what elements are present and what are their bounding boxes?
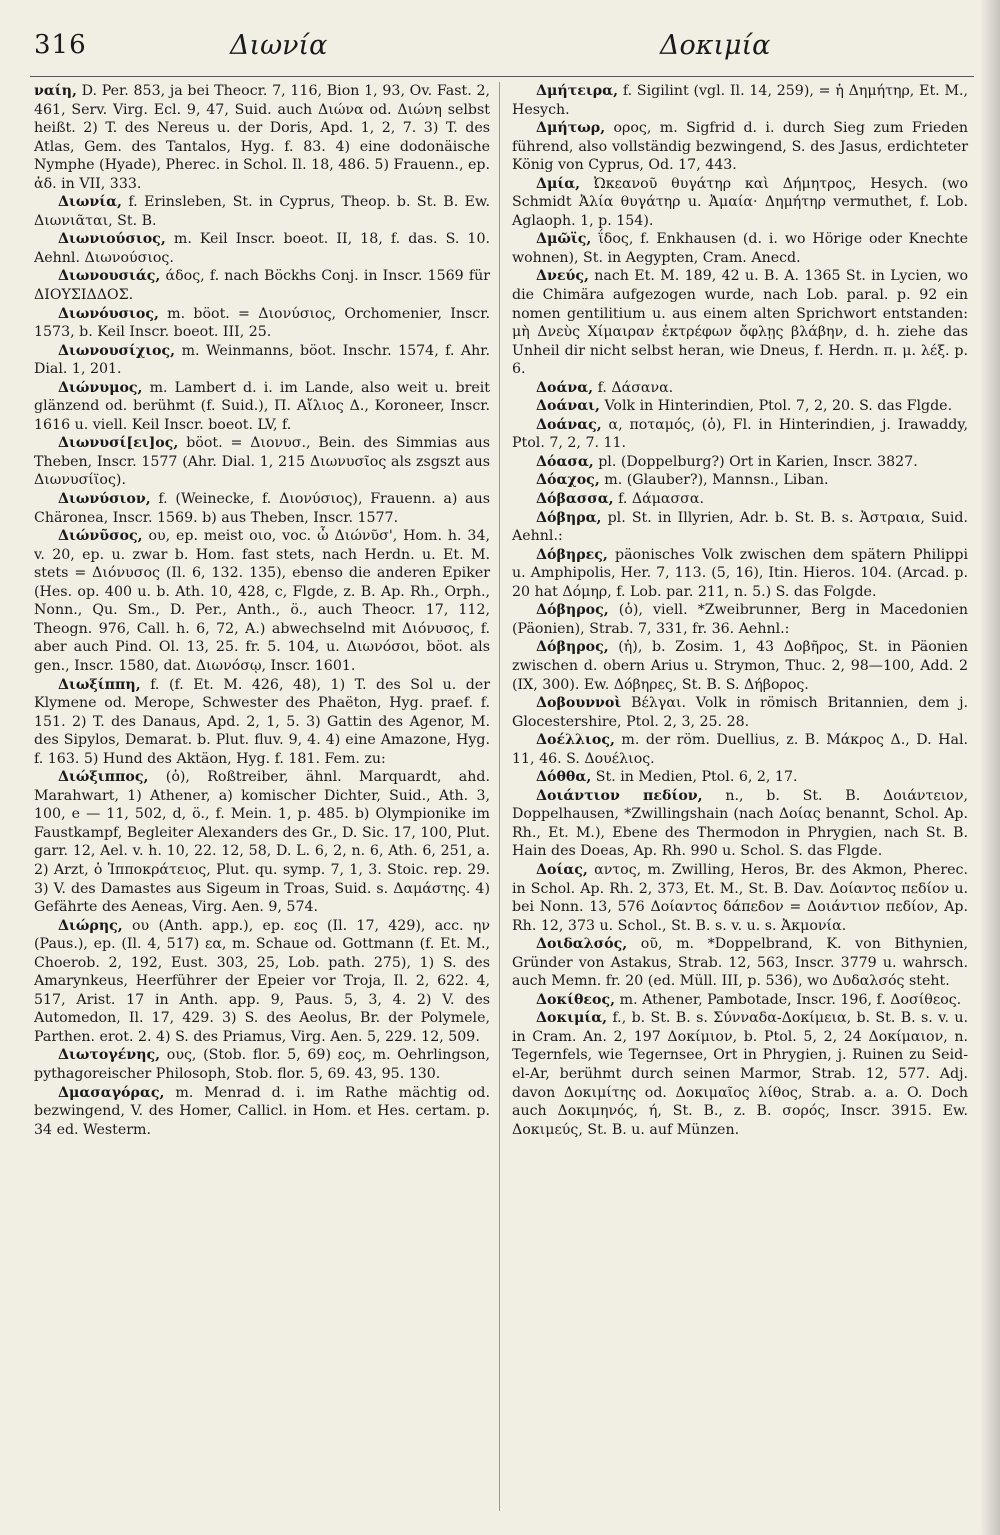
dictionary-entry (512, 731, 968, 768)
entry-headword: Δοέλλιος, (536, 732, 615, 749)
entry-definition: Ὠκεανοῦ θυγάτηρ καὶ Δήμητρος, Hesych. (wo Schmidt Ἀλία θυγάτηρ u. Ἀμαία· Δημήτηρ vermuthet, f. Lob. Aglaoph. 1, p. 154). (512, 175, 968, 229)
dictionary-entry (512, 267, 968, 378)
right-column (512, 82, 968, 1139)
entry-definition: pl. (Doppelburg?) Ort in Karien, Inscr. 3827. (593, 453, 918, 470)
entry-headword: Δόβηρα, (536, 509, 602, 526)
dictionary-entry (512, 601, 968, 638)
dictionary-entry (512, 490, 968, 509)
column-divider (499, 82, 500, 1511)
entry-definition: α, ποταμός, (ὁ), Fl. in Hinterindien, j. Irawaddy, Ptol. 7, 2, 7. 11. (512, 416, 968, 452)
entry-definition: Βέλγαι. Volk in römisch Britannien, dem j. Glocestershire, Ptol. 2, 3, 25. 28. (512, 695, 968, 730)
dictionary-entry (512, 119, 968, 175)
dictionary-entry (512, 175, 968, 231)
dictionary-entry (34, 342, 490, 379)
entry-definition: Volk in Hinterindien, Ptol. 7, 2, 20. S. das Flgde. (599, 398, 953, 415)
dictionary-entry (512, 546, 968, 602)
entry-headword: Δμῶϊς, (536, 231, 592, 248)
entry-headword: Δοιδαλσός, (536, 936, 628, 953)
left-running-head: Διωνία (230, 30, 328, 61)
entry-definition: m. Athener, Pambotade, Inscr. 196, f. Δοσίθεος. (615, 991, 962, 1008)
entry-headword: Δοάνα, (536, 379, 594, 396)
dictionary-entry (34, 434, 490, 490)
entry-headword: Διωξίππη, (58, 676, 141, 693)
dictionary-entry (34, 267, 490, 304)
header-rule (30, 76, 974, 77)
entry-definition: St. in Medien, Ptol. 6, 2, 17. (591, 769, 798, 786)
dictionary-entry (512, 768, 968, 787)
entry-headword: Δόβασσα, (536, 491, 614, 508)
entry-headword: Διωνυσί[ει]ος, (58, 435, 179, 452)
entry-headword: Δοβουννοὶ (536, 695, 622, 712)
dictionary-entry (512, 694, 968, 731)
entry-headword: Διωτογένης, (58, 1047, 161, 1064)
entry-definition: m. Keil Inscr. boeot. II, 18, f. das. S. 10. Aehnl. Διωνούσιος. (34, 231, 490, 266)
entry-definition: ΐδος, f. Enkhausen (d. i. wo Hörige oder Knechte wohnen), St. in Aegypten, Cram. Anecd. (512, 231, 968, 266)
entry-headword: Διωνόυσιος, (58, 305, 159, 322)
entry-headword: Δμασαγόρας, (58, 1084, 165, 1101)
dictionary-entry (512, 379, 968, 398)
entry-definition: (ὁ), viell. *Zweibrunner, Berg in Macedonien (Päonien), Strab. 7, 331, fr. 36. Aehnl.: (512, 602, 968, 637)
entry-headword: Διωνύσιον, (58, 491, 151, 508)
right-running-head: Δοκιμία (660, 30, 771, 61)
entry-definition: (ὁ), Roßtreiber, ähnl. Marquardt, ahd. Marahwart, 1) Athener, a) komischer Dichter, Suid., Ath. 3, 100, e — 11, 502, d, ö., f. Mein. 1, p. 485. b) Olympionike im Faustkampf, Begleiter Alexanders des Gr., D. Sic. 17, 100, Plut. garr. 12, Ael. v. h. 10, 22. 12, 58, D. L. 6, 2, n. 6, Ath. 6, 251, a. 2) Arzt, ὁ Ἱπποκράτειος, Plut. qu. symp. 7, 1, 3. Stoic. rep. 29. 3) V. des Damastes aus Sigeum in Troas, Suid. s. Δαμάστης. 4) Gefährte des Aeneas, Virg. Aen. 9, 574. (34, 769, 490, 916)
entry-headword: ναίη, (34, 83, 77, 99)
entry-headword: Δοίας, (536, 861, 588, 878)
dictionary-entry (34, 82, 490, 193)
entry-headword: Δόαχος, (536, 472, 600, 489)
entry-headword: Δόασα, (536, 453, 594, 470)
entry-headword: Δμήτειρα, (536, 83, 619, 99)
entry-definition: f. Δάσανα. (593, 379, 674, 396)
entry-definition: n., b. St. B. Δοιάντειον, Doppelhausen, *Zwillingshain (nach Δοίας benannt, Schol. Ap. Rh., Et. M.), Ebene des Thermodon in Phrygien, nach St. B. Hain des Doeas, Ap. Rh. 990 u. Schol. S. das Flgde. (512, 787, 968, 860)
entry-headword: Δοκιμία, (536, 1010, 608, 1027)
entry-definition: m. Weinmanns, böot. Inschr. 1574, f. Ahr. Dial. 1, 201. (34, 342, 490, 378)
dictionary-entry (512, 416, 968, 453)
dictionary-entry (512, 991, 968, 1010)
entry-headword: Διωνιούσιος, (58, 231, 166, 248)
entry-definition: ορος, m. Sigfrid d. i. durch Sieg zum Frieden führend, also vollständig bezwingend, S. des Jasus, erdichteter König von Cyprus, Od. 17, 443. (512, 120, 968, 174)
entry-definition: pl. St. in Illyrien, Adr. b. St. B. s. Ἀστραια, Suid. Aehnl.: (512, 509, 968, 545)
entry-headword: Δόβηρες, (536, 546, 608, 563)
entry-definition: nach Et. M. 189, 42 u. B. A. 1365 St. in Lycien, wo die Chimära aufgezogen wurde, nach Lob. paral. p. 92 ein nomen gentilitium u. aus einem alten Sprichwort entstanden: μὴ Δνεὺς Χίμαιραν ἐκτρέφων ὄφλῃς βλάβην, d. h. ziehe das Unheil dir nicht selbst heran, wie Dneus, f. Herdn. π. μ. λέξ. p. 6. (512, 268, 968, 378)
entry-headword: Διωνουσιάς, (58, 268, 161, 285)
dictionary-entry (34, 917, 490, 1047)
entry-headword: Δμία, (536, 175, 581, 192)
dictionary-entry (34, 527, 490, 675)
entry-definition: f., b. St. B. s. Σύνναδα-Δοκίμεια, b. St. B. s. v. u. in Cram. An. 2, 197 Δοκίμιον, b. Ptol. 5, 2, 24 Δοκίμαιον, n. Tegernfels, wie Tegernsee, Ort in Phrygien, j. Ruinen zu Seid-el-Ar, berühmt durch seinen Marmor, Strab. 12, 577. Adj. davon Δοκιμίτης od. Δοκιμαῖος λίθος, Strab. a. a. O. Doch auch Δοκιμηνός, ή, St. B., z. B. σορός, Inscr. 3915. Ew. Δοκιμεύς, St. B. u. auf Münzen. (512, 1010, 968, 1138)
entry-definition: οῦ, m. *Doppelbrand, K. von Bithynien, Gründer von Astakus, Strab. 12, 563, Inscr. 3779 u. wahrsch. auch Memn. fr. 20 (ed. Müll. III, p. 536), wo Δυδαλσός steht. (512, 936, 968, 990)
entry-definition: άδος, f. nach Böckhs Conj. in Inscr. 1569 für ΔΙΟΥΣΙΔΔΟΣ. (34, 268, 490, 304)
entry-definition: f. (f. Et. M. 426, 48), 1) T. des Sol u. der Klymene od. Merope, Schwester des Phaëton, Hyg. praef. f. 151. 2) T. des Danaus, Apd. 2, 1, 5. 3) Gattin des Agenor, M. des Sipylos, Demarat. b. Plut. fluv. 9, 4. 4) eine Amazone, Hyg. f. 163. 5) Hund des Aktäon, Hyg. f. 181. Fem. zu: (34, 676, 490, 767)
dictionary-entry (512, 861, 968, 935)
entry-definition: ου, ep. meist οιο, voc. ὦ Διώνῦσ', Hom. h. 34, v. 20, ep. u. zwar b. Hom. fast stets, nach Herdn. u. Et. M. stets = Διόνυσος (Il. 6, 132. 135), ebenso die anderen Epiker (Hes. op. 400 u. b. Ath. 10, 428, c, Flgde, z. B. Ap. Rh., Orph., Nonn., Qu. Sm., D. Per., Anth., ö., auch Theocr. 17, 112, Theogn. 976, Call. h. 6, 72, A.) abwechselnd mit Διόνυσος, f. aber auch Pind. Ol. 13, 25. fr. 5. 104, u. Διωνόσοι, böot. als gen., Inscr. 1580, dat. Διωνόσῳ, Inscr. 1601. (34, 528, 490, 674)
dictionary-entry (512, 230, 968, 267)
entry-definition: D. Per. 853, ja bei Theocr. 7, 116, Bion 1, 93, Ov. Fast. 2, 461, Serv. Virg. Ecl. 9, 47, Suid. auch Διώνα od. Διώνη selbst heißt. 2) T. des Nereus u. der Doris, Apd. 1, 2, 7. 3) T. des Atlas, Gem. des Tantalos, Hyg. f. 83. 4) eine dodonäische Nymphe (Hyade), Pherec. in Schol. Il. 18, 486. 5) Frauenn., ep. ἀδ. in VII, 333. (34, 83, 490, 192)
dictionary-entry (512, 82, 968, 119)
entry-headword: Δοιάντιον πεδίον, (536, 787, 703, 804)
entry-headword: Διώξιππος, (58, 769, 149, 786)
dictionary-entry (512, 638, 968, 694)
entry-definition: f. (Weinecke, f. Διονύσιος), Frauenn. a) aus Chäronea, Inscr. 1569. b) aus Theben, Inscr. 1577. (34, 491, 490, 526)
entry-headword: Διώνῦσος, (58, 528, 143, 545)
entry-definition: (ἡ), b. Zosim. 1, 43 Δοβῆρος, St. in Päonien zwischen d. obern Arius u. Strymon, Thuc. 2, 98—100, Add. 2 (IX, 300). Ew. Δόβηρες, St. B. S. Δήβορος. (512, 639, 968, 693)
entry-definition: f. Δάμασσα. (613, 491, 704, 508)
entry-definition: päonisches Volk zwischen dem spätern Philippi u. Amphipolis, Her. 7, 113. (5, 16), Itin. Hieros. 104. (Arcad. p. 20 hat Δόμηρ, f. Lob. par. 211, n. 5.) S. das Folgde. (512, 546, 968, 600)
dictionary-entry (34, 768, 490, 916)
dictionary-entry (512, 453, 968, 472)
entry-definition: m. böot. = Διονύσιος, Orchomenier, Inscr. 1573, b. Keil Inscr. boeot. III, 25. (34, 305, 490, 341)
dictionary-entry (34, 1084, 490, 1140)
entry-headword: Διώρης, (58, 917, 123, 934)
dictionary-entry (34, 305, 490, 342)
dictionary-entry (34, 230, 490, 267)
dictionary-entry (512, 787, 968, 861)
dictionary-entry (34, 1046, 490, 1083)
dictionary-entry (34, 676, 490, 769)
dictionary-entry (512, 935, 968, 991)
entry-headword: Διωνουσίχιος, (58, 342, 176, 359)
entry-definition: αντος, m. Zwilling, Heros, Br. des Akmon, Pherec. in Schol. Ap. Rh. 2, 373, Et. M., St. B. Dav. Δοίαντος πεδίον u. bei Nonn. 13, 576 Δοίαντος δάπεδον = Δοιάντιον πεδίον, Ap. Rh. 12, 373 u. Schol., St. B. s. v. u. s. Ἀκμονία. (512, 861, 968, 934)
entry-definition: f. Erinsleben, St. in Cyprus, Theop. b. St. B. Ew. Διωνιᾶται, St. B. (34, 194, 490, 229)
entry-headword: Δοκίθεος, (536, 991, 616, 1008)
dictionary-entry (512, 471, 968, 490)
dictionary-entry (34, 379, 490, 435)
binding-shadow (980, 0, 1000, 1535)
entry-definition: m. Lambert d. i. im Lande, also weit u. breit glänzend od. berühmt (f. Suid.), Π. Αἴλιος Δ., Koroneer, Inscr. 1616 u. viell. Keil Inscr. boeot. LV, f. (34, 379, 490, 433)
dictionary-entry (34, 193, 490, 230)
entry-definition: m. der röm. Duellius, z. B. Μάκρος Δ., D. Hal. 11, 46. S. Δουέλιος. (512, 732, 968, 767)
entry-definition: ου (Anth. app.), ep. εος (Il. 17, 429), acc. ην (Paus.), ep. (Il. 4, 517) εα, m. Schaue od. Gottmann (f. Et. M., Choerob. 2, 192, Eust. 303, 25, Lob. path. 275), 1) S. des Amarynkeus, Heerführer der Epeier vor Troja, Il. 2, 622. 4, 517, Arist. 17 in Anth. app. 9, Paus. 5, 3, 4. 2) V. des Automedon, Il. 17, 429. 3) S. des Aeolus, Br. der Polymele, Parthen. erot. 2. 4) S. des Priamus, Virg. Aen. 5, 229. 12, 509. (34, 917, 490, 1045)
entry-definition: m. (Glauber?), Mannsn., Liban. (599, 472, 829, 489)
dictionary-entry (512, 397, 968, 416)
entry-headword: Διωνία, (58, 194, 122, 211)
entry-definition: böot. = Διονυσ., Bein. des Simmias aus Theben, Inscr. 1577 (Ahr. Dial. 1, 215 Διωνυσῖος als zsgszt aus Διωνυσίϊος). (34, 435, 490, 489)
entry-definition: ους, (Stob. flor. 5, 69) εος, m. Oehrlingson, pythagoreischer Philosoph, Stob. flor. 5, 69. 43, 95. 130. (34, 1047, 490, 1082)
entry-definition: f. Sigilint (vgl. Il. 14, 259), = ἡ Δημήτηρ, Et. M., Hesych. (512, 83, 968, 118)
entry-headword: Δοάναι, (536, 398, 600, 415)
entry-headword: Δμήτωρ, (536, 120, 606, 137)
entry-headword: Δνεύς, (536, 268, 589, 285)
dictionary-entry (512, 1009, 968, 1139)
entry-definition: m. Menrad d. i. im Rathe mächtig od. bezwingend, V. des Homer, Callicl. in Hom. et Hes. certam. p. 34 ed. Westerm. (34, 1084, 490, 1138)
entry-headword: Δοάνας, (536, 416, 602, 433)
dictionary-entry (512, 509, 968, 546)
entry-headword: Δόβηρος, (536, 639, 609, 656)
page-number: 316 (34, 30, 87, 60)
left-column (34, 82, 490, 1139)
entry-headword: Δόθθα, (536, 769, 592, 786)
entry-headword: Διώνυμος, (58, 379, 143, 396)
dictionary-entry (34, 490, 490, 527)
entry-headword: Δόβηρος, (536, 602, 609, 619)
